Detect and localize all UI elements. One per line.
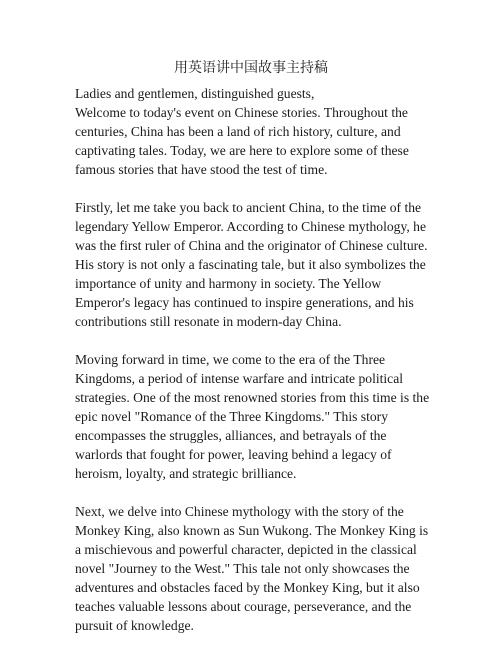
document-title: 用英语讲中国故事主持稿 [174, 61, 328, 76]
greeting-line: Ladies and gentlemen, distinguished guests, [75, 86, 315, 101]
paragraph-three-kingdoms: Moving forward in time, we come to the era of the Three Kingdoms, a period of intense warfare and intricate political strategies. One of the most renowned stories from this time is the epic novel "Romance of the Three Kingdoms." This story encompasses the struggles, alliances, and betrayals of the warlords that fought for power, leaving behind a legacy of heroism, loyalty, and strategic brilliance. [75, 352, 430, 481]
paragraph-welcome: Welcome to today's event on Chinese stories. Throughout the centuries, China has been a land of rich history, culture, and captivating tales. Today, we are here to explore some of these famous stories that have stood the test of time. [75, 105, 409, 177]
paragraph-monkey-king: Next, we delve into Chinese mythology with the story of the Monkey King, also known as Sun Wukong. The Monkey King is a mischievous and powerful character, depicted in the classical novel "Journey to the West." This tale not only showcases the adventures and obstacles faced by the Monkey King, but it also teaches valuable lessons about courage, perseverance, and the pursuit of knowledge. [75, 504, 429, 633]
document-body [75, 84, 430, 654]
paragraph-yellow-emperor: Firstly, let me take you back to ancient China, to the time of the legendary Yellow Emperor. According to Chinese mythology, he was the first ruler of China and the originator of Chinese culture. His story is not only a fascinating tale, but it also symbolizes the importance of unity and harmony in society. The Yellow Emperor's legacy has continued to inspire generations, and his contributions still resonate in modern-day China. [75, 200, 428, 329]
